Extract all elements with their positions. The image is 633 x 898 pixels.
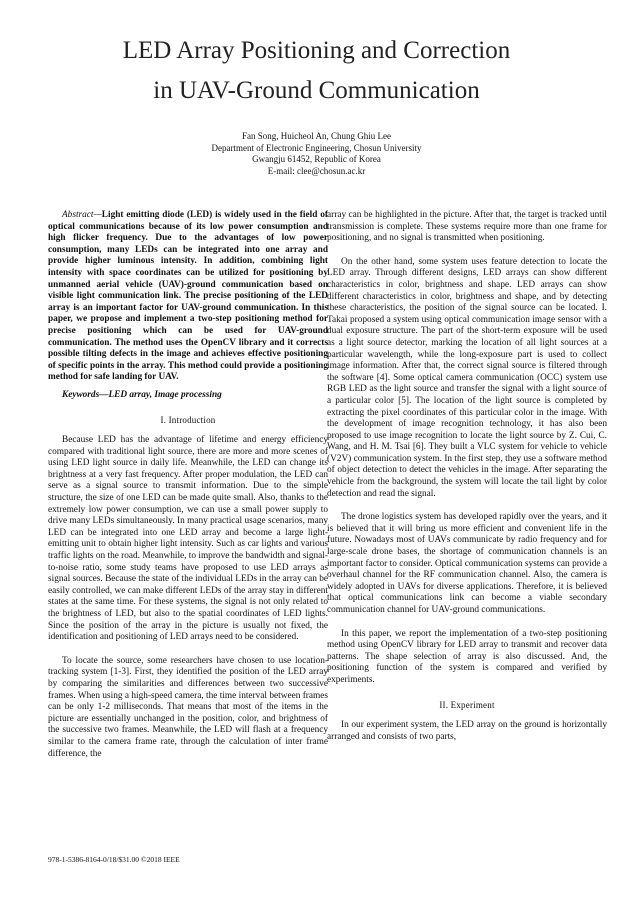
abstract: [48, 210, 328, 384]
copyright-footer: 978-1-5386-8164-0/18/$31.00 ©2018 IEEE: [48, 855, 180, 864]
abstract-label: Abstract—: [62, 210, 102, 220]
abstract-text: Light emitting diode (LED) is widely used in the field of optical communications because of its low power consumption and high flicker frequency. Due to the advantages of low power consumption, many LEDs can be integrated into one array and provide higher luminous intensity. In addition, combining light intensity with space coordinates can be utilized for positioning by unmanned aerial vehicle (UAV)-ground communication based on visible light communication link. The precise positioning of the LED array is an important factor for UAV-ground communication. In this paper, we propose and implement a two-step positioning method for precise positioning which can be used for UAV-ground communication. The method uses the OpenCV library and it corrects possible tilting defects in the image and achieves effective positioning of specific points in the array. This method could provide a positioning method for safe landing for UAV.: [48, 210, 328, 383]
section-heading-introduction: I. Introduction: [160, 414, 216, 425]
author-address: Gwangju 61452, Republic of Korea: [252, 154, 381, 164]
author-email: E-mail: clee@chosun.ac.kr: [267, 165, 366, 176]
intro-paragraph-2-continued: array can be highlighted in the picture. After that, the target is tracked until transmission is complete. These systems require more than one frame for positioning, and no signal is transmitted when positioning.: [327, 210, 607, 244]
paper-title-line-1: LED Array Positioning and Correction: [122, 37, 511, 64]
keywords: Keywords—LED array, Image processing: [62, 389, 222, 400]
left-column: [48, 210, 328, 760]
experiment-paragraph-1: In our experiment system, the LED array on the ground is horizontally arranged and consists of two parts,: [327, 720, 607, 742]
author-names: Fan Song, Huicheol An, Chung Ghiu Lee: [242, 131, 391, 141]
intro-paragraph-5: In this paper, we report the implementation of a two-step positioning method using OpenCV library for LED array to transmit and recover data patterns. The shape selection of array is also discussed. And, the positioning function of the system is compared and verified by experiments.: [327, 628, 607, 685]
section-heading-experiment: II. Experiment: [439, 699, 495, 710]
intro-paragraph-3: On the other hand, some system uses feature detection to locate the LED array. Through different designs, LED arrays can show different characteristics in color, brightness and shape. LED arrays can show different characteristics in color, brightness and shape, and by detecting these characteristics, the position of the signal source can be located. I. Takai proposed a system using optical communication image sensor with a dual exposure structure. The part of the short-term exposure will be used as a light source detector, marking the location of all light sources at a particular wavelength, while the long-exposure part is used to collect image information. After that, the correct signal source is filtered through the software [4]. Some optical camera communication (OCC) system use RGB LED as the light source and transfer the signal with a light source of a particular color [5]. The location of the light source is completed by extracting the pixel coordinates of this particular color in the image. With the development of image recognition technology, it has also been proposed to use image recognition to locate the light source by Z. Cui, C. Wang, and H. M. Tsai [6]. They built a VLC system for vehicle to vehicle (V2V) communication system. In the first step, they use a software method of object detection to detect the vehicles in the image. After separating the vehicle from the background, the system will locate the tail light by color detection and read the signal.: [327, 256, 607, 499]
paper-title-line-2: in UAV-Ground Communication: [153, 77, 480, 104]
intro-paragraph-2: To locate the source, some researchers have chosen to use location-tracking system [1-3]. First, they identified the position of the LED array by comparing the similarities and differences between two successive frames. When using a high-speed camera, the time interval between frames can be only 1-2 milliseconds. That means that most of the items in the picture are essentially unchanged in the position, color, and brightness of the successive two frames. Meanwhile, the LED will flash at a frequency similar to the camera frame rate, through the calculation of inter frame difference, the: [48, 655, 328, 759]
intro-paragraph-1: Because LED has the advantage of lifetime and energy efficiency compared with traditional light source, there are more and more scenes of using LED light source in daily life. Meanwhile, the LED can change its brightness at a very fast frequency. After proper modulation, the LED can serve as a signal source to transmit information. Due to the simple structure, the size of one LED can be made quite small. Also, thanks to the extremely low power consumption, we can use a small power supply to drive many LEDs simultaneously. In many practical usage scenarios, many LED can be integrated into one LED array and become a large light-emitting unit to obtain higher light intensity. Such as car lights and various traffic lights on the road. Meanwhile, to improve the bandwidth and signal-to-noise ratio, some study teams have proposed to use LED arrays as signal sources. Because the state of the individual LEDs in the array can be easily controlled, we can make different LEDs of the array stay in different states at the same time. For these systems, the signal is not only related to the brightness of LED, but also to the spatial coordinates of LED lights. Since the position of the array in the picture is usually not fixed, the identification and positioning of LED arrays need to be considered.: [48, 435, 328, 643]
intro-paragraph-4: The drone logistics system has developed rapidly over the years, and it is believed that it will bring us more efficient and convenient life in the future. Nowadays most of UAVs communicate by radio frequency and for large-scale drone bases, the shortage of communication channels is an important factor to consider. Optical communication systems can provide a overhaul channel for the RF communication channel. Also, the camera is widely adopted in UAVs for diverse applications. Therefore, it is believed that optical communications link can become a viable secondary communication channel for UAV-ground communications.: [327, 512, 607, 615]
author-affiliation: Department of Electronic Engineering, Chosun University: [211, 142, 422, 153]
author-block: [140, 131, 493, 177]
right-column: [327, 210, 607, 743]
